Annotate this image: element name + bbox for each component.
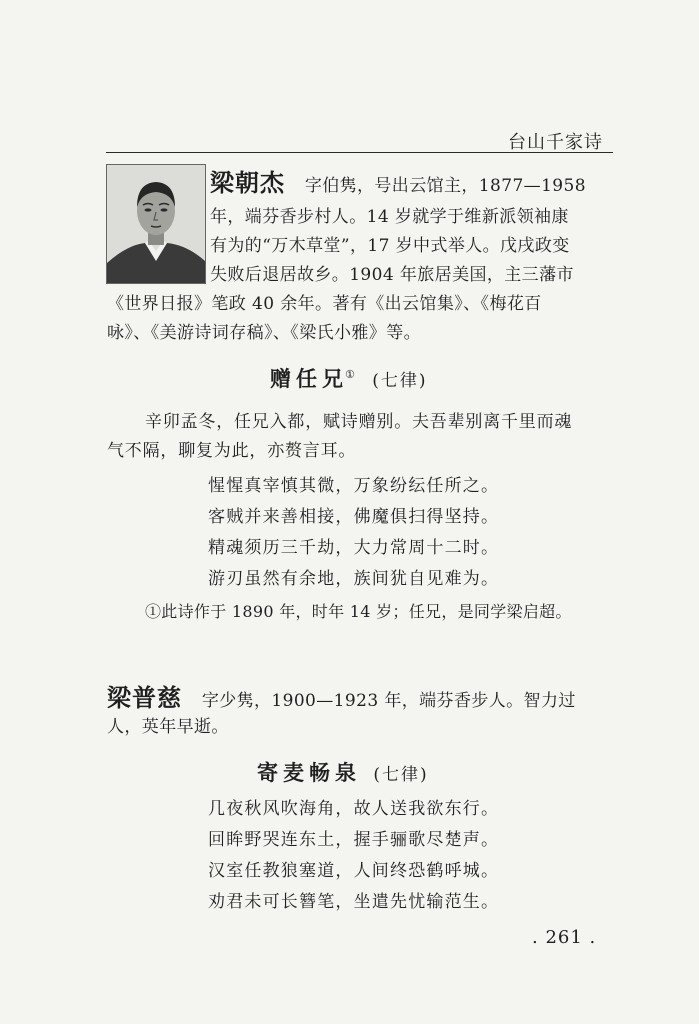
poem2-title-line: [257, 757, 429, 787]
poem2-verse-1: 几夜秋风吹海角，故人送我欲东行。: [208, 799, 500, 819]
poet2-bio-line-2: 人，英年早逝。: [107, 717, 229, 737]
poem1-verse-4: 游刃虽然有余地，族间犹自见难为。: [208, 569, 500, 589]
poet-portrait: [106, 164, 206, 284]
poem1-preface-line-2: 气不隔，聊复为此，亦赘言耳。: [107, 441, 357, 461]
poem2-verse-4: 劝君未可长簪笔，坐遣先忧输范生。: [208, 892, 500, 912]
poet1-bio-first-line: [210, 163, 586, 198]
page-number: . 261 .: [532, 927, 597, 948]
poet1-name: 梁朝杰: [210, 169, 285, 197]
poem2-form: (七律): [373, 765, 429, 785]
poem1-preface-line-1: 辛卯孟冬，任兄入都，赋诗赠别。夫吾辈别离千里而魂: [145, 412, 573, 432]
running-header-title: 台山千家诗: [508, 132, 603, 153]
poem2-verse-3: 汉室任教狼塞道，人间终恐鹤呼城。: [208, 861, 500, 881]
poem1-verse-2: 客贼并来善相接，佛魔俱扫得坚持。: [208, 507, 500, 527]
poet1-bio-line-3: 有为的“万木草堂”，17 岁中式举人。戊戌政变: [210, 236, 570, 256]
poet2-name: 梁普慈: [107, 684, 182, 712]
poem1-footnote: ①此诗作于 1890 年，时年 14 岁；任兄，是同学梁启超。: [145, 602, 572, 621]
poem1-form: (七律): [372, 371, 428, 391]
poem2-verse-2: 回眸野哭连东土，握手骊歌尽楚声。: [208, 830, 500, 850]
poet1-bio-line-6: 咏》、《美游诗词存稿》、《梁氏小雅》等。: [107, 323, 421, 343]
poet2-bio-first-line: [107, 678, 576, 713]
poet1-bio-line-5: 《世界日报》笔政 40 余年。著有《出云馆集》、《梅花百: [107, 294, 542, 314]
poet1-bio-line-2: 年，端芬香步村人。14 岁就学于维新派领袖康: [210, 207, 569, 227]
poem1-verse-1: 惺惺真宰慎其微，万象纷纭任所之。: [208, 476, 500, 496]
portrait-image: [107, 165, 205, 283]
poet1-bio-line-1: 字伯隽，号出云馆主，1877—1958: [304, 176, 586, 196]
header-rule: [106, 152, 613, 153]
poem1-verse-3: 精魂须历三千劫，大力常周十二时。: [208, 538, 500, 558]
poem2-title: 寄麦畅泉: [257, 761, 361, 785]
poem1-title-line: [270, 363, 427, 393]
poem1-title: 赠任兄: [270, 367, 348, 391]
poet1-bio-line-4: 失败后退居故乡。1904 年旅居美国，主三藩市: [210, 265, 574, 285]
poem1-footnote-marker: ①: [345, 368, 360, 381]
poet2-bio-line-1: 字少隽，1900—1923 年，端芬香步人。智力过: [201, 691, 576, 711]
